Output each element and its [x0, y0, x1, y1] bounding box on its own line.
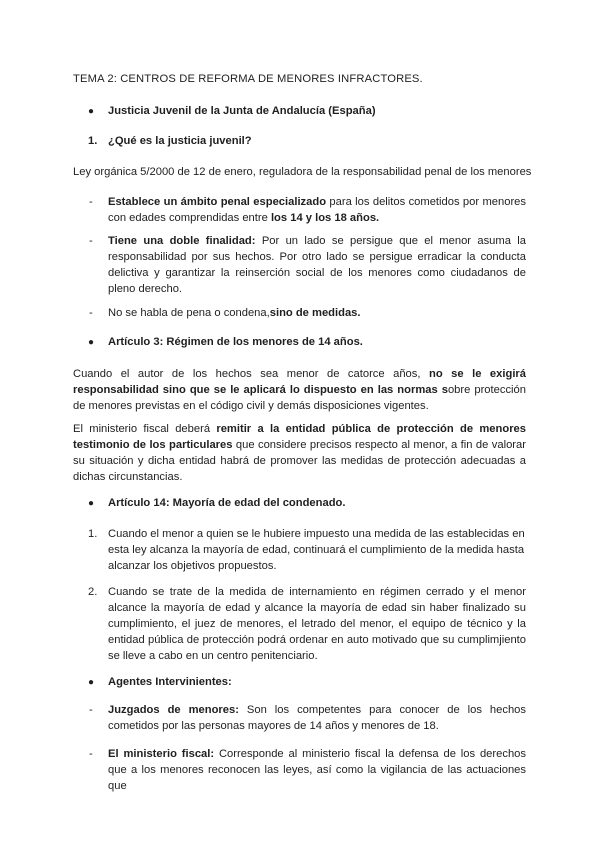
paragraph-articulo-3 [73, 366, 526, 414]
dash-item-medidas [108, 305, 526, 321]
dash-item-juzgados [108, 702, 526, 734]
paragraph-text: que considere precisos respecto al menor, a fin de valorar su situación y dicha entidad habrá de promover las medidas de protección adecuadas a dichas circunstancias. [73, 439, 526, 483]
section-heading-justicia-juvenil: Justicia Juvenil de la Junta de Andalucía (España) [108, 105, 376, 117]
paragraph-ministerio-fiscal [73, 421, 526, 485]
list-number: 1. [88, 528, 98, 540]
dash-item-bold: Juzgados de menores: [108, 704, 239, 716]
section-heading-articulo-3: Artículo 3: Régimen de los menores de 14 años. [108, 336, 363, 348]
dash-item-text: No se habla de pena o condena, [108, 307, 270, 319]
bullet-dot: ● [88, 337, 95, 348]
list-item-mayoria-edad: Cuando el menor a quien se le hubiere impuesto una medida de las establecidas en esta ley alcanza la mayoría de edad, continuará el cumplimiento de la medida hasta alcanzar los objetivos propuestos. [108, 528, 525, 572]
bullet-dot: ● [88, 106, 95, 117]
dash-marker: - [89, 235, 93, 247]
dash-item-text: Son los competentes para conocer de los hechos cometidos por las personas mayores de 14 años y menores de 18. [108, 704, 526, 732]
dash-item-bold: los 14 y los 18 años. [270, 212, 380, 224]
intro-paragraph: Ley orgánica 5/2000 de 12 de enero, reguladora de la responsabilidad penal de los menores [73, 166, 532, 178]
bullet-dot: ● [88, 498, 95, 509]
section-heading-agentes: Agentes Intervinientes: [108, 676, 232, 688]
dash-item-bold: Tiene una doble finalidad: [108, 235, 256, 247]
paragraph-text: Cuando el autor de los hechos sea menor de catorce años, [73, 368, 429, 380]
document-title: TEMA 2: CENTROS DE REFORMA DE MENORES INFRACTORES. [73, 73, 423, 85]
dash-marker: - [89, 704, 93, 716]
dash-item-text: Corresponde al ministerio fiscal la defensa de los derechos que a los menores reconocen las leyes, así como la vigilancia de las actuaciones que [108, 748, 526, 792]
dash-item-ministerio-fiscal [108, 746, 526, 794]
paragraph-bold: no se le exigirá responsabilidad sino que se le aplicará lo dispuesto en las normas s [73, 368, 526, 396]
paragraph-text: El ministerio fiscal deberá [73, 423, 217, 435]
bullet-dot: ● [88, 677, 95, 688]
dash-item-doble-finalidad [108, 233, 526, 297]
dash-item-text: para los delitos cometidos por menores con edades comprendidas entre [108, 196, 526, 224]
list-item-internamiento: Cuando se trate de la medida de internamiento en régimen cerrado y el menor alcance la mayoría de edad y alcance la mayoría de edad sin haber finalizado su cumplimiento, el juez de menores, el letrado del menor, el equipo de técnico y la entidad pública de protección podrá ordenar en auto motivado que su cumplimjiento se lleve a cabo en un centro penitenciario. [108, 586, 526, 662]
dash-item-bold: El ministerio fiscal: [108, 748, 215, 760]
dash-marker: - [89, 748, 93, 760]
heading-number: 1. [88, 135, 98, 147]
list-number: 2. [88, 586, 98, 598]
paragraph-bold: remitir a la entidad pública de protección de menores testimonio de los particulares [73, 423, 526, 451]
dash-marker: - [89, 196, 93, 208]
dash-item-bold: Establece un ámbito penal especializado [108, 196, 327, 208]
dash-item-bold: sino de medidas. [269, 307, 361, 319]
paragraph-text: obre protección de menores previstas en el código civil y demás disposiciones vigentes. [73, 384, 526, 412]
dash-item-ambito-penal [108, 194, 526, 226]
dash-marker: - [89, 307, 93, 319]
section-heading-que-es: ¿Qué es la justicia juvenil? [108, 135, 252, 147]
section-heading-articulo-14: Artículo 14: Mayoría de edad del condenado. [108, 497, 346, 509]
dash-item-text: Por un lado se persigue que el menor asuma la responsabilidad por sus hechos. Por otro lado se persigue erradicar la conducta delictiva y garantizar la reinserción social de los menores como ciudadanos de pleno derecho. [108, 235, 526, 295]
